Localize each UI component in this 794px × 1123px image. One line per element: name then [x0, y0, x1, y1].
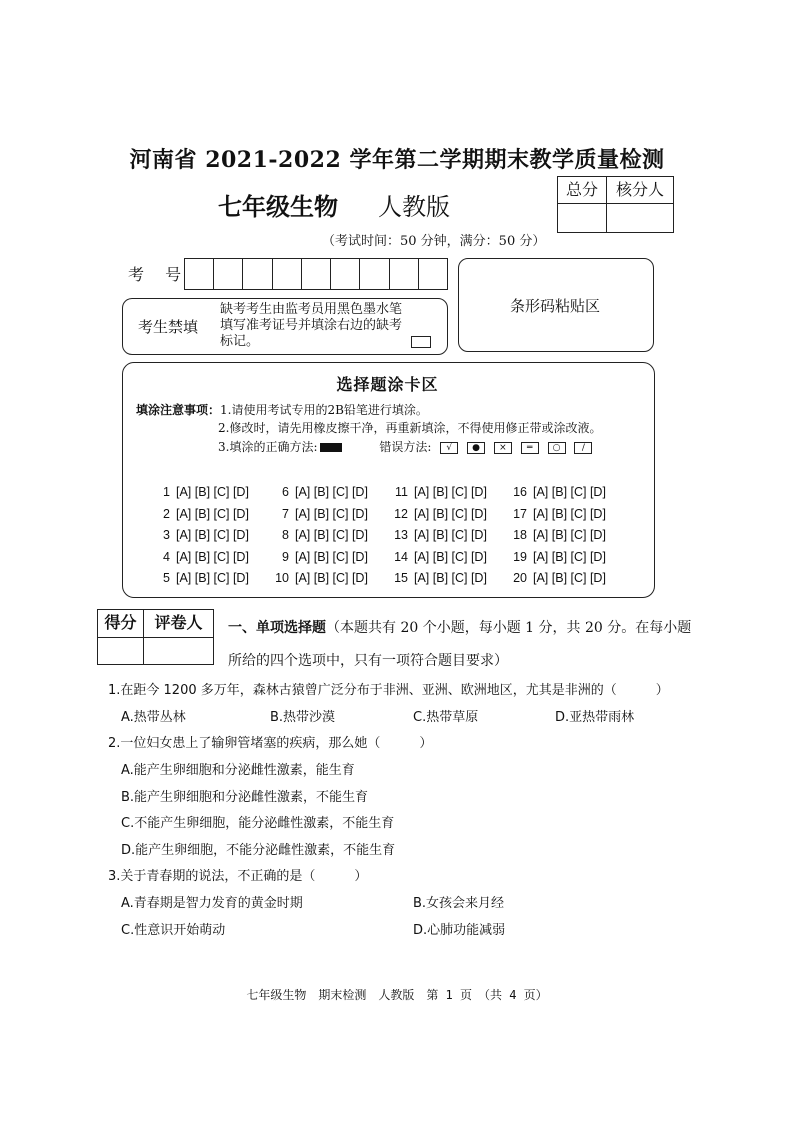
- checker-header: 核分人: [607, 177, 673, 204]
- question-bubble-item[interactable]: [152, 547, 271, 569]
- question-number: 1: [163, 485, 170, 499]
- question-number: 5: [163, 571, 170, 585]
- answer-card-title: 选择题涂卡区: [336, 375, 439, 394]
- question-bubble-item[interactable]: [390, 504, 509, 526]
- answer-options[interactable]: [A] [B] [C] [D]: [414, 528, 487, 542]
- question-1-option-c: C.热带草原: [413, 710, 479, 725]
- fill-note-label: 填涂注意事项：: [136, 403, 221, 417]
- exam-id-boxes[interactable]: [184, 258, 448, 290]
- question-bubble-item[interactable]: [271, 568, 390, 590]
- question-number: 8: [282, 528, 289, 542]
- wrong-method-label: 错误方法:: [379, 440, 432, 454]
- question-number: 11: [395, 485, 408, 499]
- question-number: 15: [394, 571, 408, 585]
- question-number: 12: [394, 506, 408, 521]
- answer-options[interactable]: [A] [B] [C] [D]: [533, 506, 606, 521]
- exam-title: 河南省 2021-2022 学年第二学期期末教学质量检测: [129, 147, 665, 173]
- subject-title: 七年级生物: [218, 192, 338, 221]
- question-2-option-c: C.不能产生卵细胞，能分泌雌性激素，不能生育: [121, 816, 395, 831]
- question-number: 13: [394, 528, 408, 542]
- grader-header: 评卷人: [144, 610, 213, 638]
- question-bubble-item[interactable]: [152, 568, 271, 590]
- answer-options[interactable]: [A] [B] [C] [D]: [533, 485, 606, 499]
- score-table: [557, 176, 674, 233]
- question-3-option-c: C.性意识开始萌动: [121, 923, 226, 938]
- answer-options[interactable]: [A] [B] [C] [D]: [533, 571, 606, 585]
- answer-options[interactable]: [A] [B] [C] [D]: [295, 528, 368, 542]
- question-1-stem: 1.在距今 1200 多万年，森林古猿曾广泛分布于非洲、亚洲、欧洲地区，尤其是非洲的（ ）: [108, 683, 669, 698]
- wrong-mark-cross-icon: ×: [494, 442, 512, 454]
- answer-options[interactable]: [A] [B] [C] [D]: [295, 549, 368, 564]
- section-heading: [228, 617, 691, 637]
- question-number: 2: [163, 506, 170, 521]
- question-number: 10: [275, 571, 289, 585]
- grade-table: [97, 609, 214, 665]
- question-number: 3: [163, 528, 170, 542]
- question-number: 6: [282, 485, 289, 499]
- id-digit-box[interactable]: [390, 259, 419, 289]
- section-desc-2: 所给的四个选项中，只有一项符合题目要求）: [228, 653, 508, 669]
- question-bubble-item[interactable]: [390, 482, 509, 504]
- answer-options[interactable]: [A] [B] [C] [D]: [295, 506, 368, 521]
- question-number: 19: [513, 549, 527, 564]
- answer-options[interactable]: [A] [B] [C] [D]: [414, 506, 487, 521]
- question-bubble-item[interactable]: [509, 525, 628, 547]
- question-1-option-d: D.亚热带雨林: [555, 710, 635, 725]
- fill-note-1-text: 1.请使用考试专用的2B铅笔进行填涂。: [220, 403, 428, 417]
- page-footer: 七年级生物 期末检测 人教版 第 1 页 （共 4 页）: [246, 988, 548, 1002]
- answer-options[interactable]: [A] [B] [C] [D]: [176, 485, 249, 499]
- question-bubble-item[interactable]: [271, 482, 390, 504]
- absent-mark-box[interactable]: [411, 336, 431, 348]
- answer-options[interactable]: [A] [B] [C] [D]: [414, 571, 487, 585]
- id-digit-box[interactable]: [273, 259, 302, 289]
- answer-options[interactable]: [A] [B] [C] [D]: [176, 506, 249, 521]
- question-1-option-a: A.热带丛林: [121, 710, 186, 725]
- id-digit-box[interactable]: [243, 259, 272, 289]
- question-2-option-a: A.能产生卵细胞和分泌雌性激素，能生育: [121, 763, 355, 778]
- question-2-stem: 2.一位妇女患上了输卵管堵塞的疾病，那么她（ ）: [108, 736, 433, 751]
- answer-options[interactable]: [A] [B] [C] [D]: [414, 485, 487, 499]
- wrong-mark-circle-icon: ○: [548, 442, 566, 454]
- wrong-mark-check-icon: √: [440, 442, 458, 454]
- section-title: 一、单项选择题: [228, 620, 326, 636]
- section-desc: （本题共有 20 个小题，每小题 1 分，共 20 分。在每小题: [326, 620, 692, 636]
- question-bubble-item[interactable]: [271, 504, 390, 526]
- answer-options[interactable]: [A] [B] [C] [D]: [533, 549, 606, 564]
- wrong-mark-lines-icon: ═: [521, 442, 539, 454]
- answer-options[interactable]: [A] [B] [C] [D]: [414, 549, 487, 564]
- answer-options[interactable]: [A] [B] [C] [D]: [176, 549, 249, 564]
- question-bubble-item[interactable]: [509, 568, 628, 590]
- id-digit-box[interactable]: [331, 259, 360, 289]
- question-number: 20: [513, 571, 527, 585]
- question-3-option-d: D.心肺功能减弱: [413, 923, 506, 938]
- barcode-label: 条形码粘贴区: [509, 297, 600, 315]
- total-score-header: 总分: [558, 177, 607, 204]
- score-cell[interactable]: [98, 638, 144, 664]
- answer-options[interactable]: [A] [B] [C] [D]: [176, 571, 249, 585]
- question-number: 16: [513, 485, 527, 499]
- answer-options[interactable]: [A] [B] [C] [D]: [295, 485, 368, 499]
- absent-instructions: 缺考考生由监考员用黑色墨水笔填写准考证号并填涂右边的缺考标记。: [220, 302, 403, 349]
- question-2-option-b: B.能产生卵细胞和分泌雌性激素，不能生育: [121, 790, 369, 805]
- question-bubble-item[interactable]: [509, 482, 628, 504]
- question-3-stem: 3.关于青春期的说法，不正确的是（ ）: [108, 869, 368, 884]
- fill-note-2: 2.修改时，请先用橡皮擦干净，再重新填涂，不得使用修正带或涂改液。: [218, 421, 602, 435]
- fill-note-1: [136, 401, 428, 418]
- bubble-row: [152, 482, 628, 504]
- id-digit-box[interactable]: [360, 259, 389, 289]
- question-bubble-item[interactable]: [152, 504, 271, 526]
- correct-method-label: 3.填涂的正确方法:: [218, 440, 318, 454]
- id-digit-box[interactable]: [214, 259, 243, 289]
- id-digit-box[interactable]: [302, 259, 331, 289]
- question-3-option-b: B.女孩会来月经: [413, 896, 505, 911]
- answer-bubble-grid: [152, 482, 628, 590]
- exam-id-label: 考 号: [128, 265, 190, 284]
- question-bubble-item[interactable]: [509, 547, 628, 569]
- wrong-mark-slash-icon: ∕: [574, 442, 592, 454]
- total-score-cell[interactable]: [558, 204, 607, 232]
- question-3-option-a: A.青春期是智力发育的黄金时期: [121, 896, 303, 911]
- question-bubble-item[interactable]: [271, 547, 390, 569]
- question-2-option-d: D.能产生卵细胞，不能分泌雌性激素，不能生育: [121, 843, 396, 858]
- correct-fill-sample: [320, 443, 342, 452]
- answer-options[interactable]: [A] [B] [C] [D]: [176, 528, 249, 542]
- question-number: 9: [282, 549, 289, 564]
- question-bubble-item[interactable]: [390, 547, 509, 569]
- edition-label: 人教版: [378, 193, 450, 221]
- bubble-row: [152, 547, 628, 569]
- question-number: 14: [394, 549, 408, 564]
- bubble-row: [152, 568, 628, 590]
- fill-note-3: [218, 438, 592, 455]
- question-bubble-item[interactable]: [152, 525, 271, 547]
- bubble-row: [152, 504, 628, 526]
- question-bubble-item[interactable]: [390, 568, 509, 590]
- id-digit-box[interactable]: [185, 259, 214, 289]
- question-number: 7: [282, 506, 289, 521]
- question-number: 17: [513, 506, 527, 521]
- exam-meta: （考试时间：50 分钟，满分：50 分）: [322, 234, 546, 249]
- question-bubble-item[interactable]: [390, 525, 509, 547]
- absent-label: 考生禁填: [138, 318, 199, 336]
- wrong-mark-dot-icon: ●: [467, 442, 485, 454]
- question-bubble-item[interactable]: [509, 504, 628, 526]
- bubble-row: [152, 525, 628, 547]
- question-number: 4: [163, 549, 170, 564]
- score-header: 得分: [98, 610, 144, 638]
- question-1-option-b: B.热带沙漠: [270, 710, 336, 725]
- question-number: 18: [513, 528, 527, 542]
- id-digit-box[interactable]: [419, 259, 447, 289]
- checker-cell[interactable]: [607, 204, 673, 232]
- question-bubble-item[interactable]: [152, 482, 271, 504]
- answer-options[interactable]: [A] [B] [C] [D]: [295, 571, 368, 585]
- answer-options[interactable]: [A] [B] [C] [D]: [533, 528, 606, 542]
- question-bubble-item[interactable]: [271, 525, 390, 547]
- grader-cell[interactable]: [144, 638, 213, 664]
